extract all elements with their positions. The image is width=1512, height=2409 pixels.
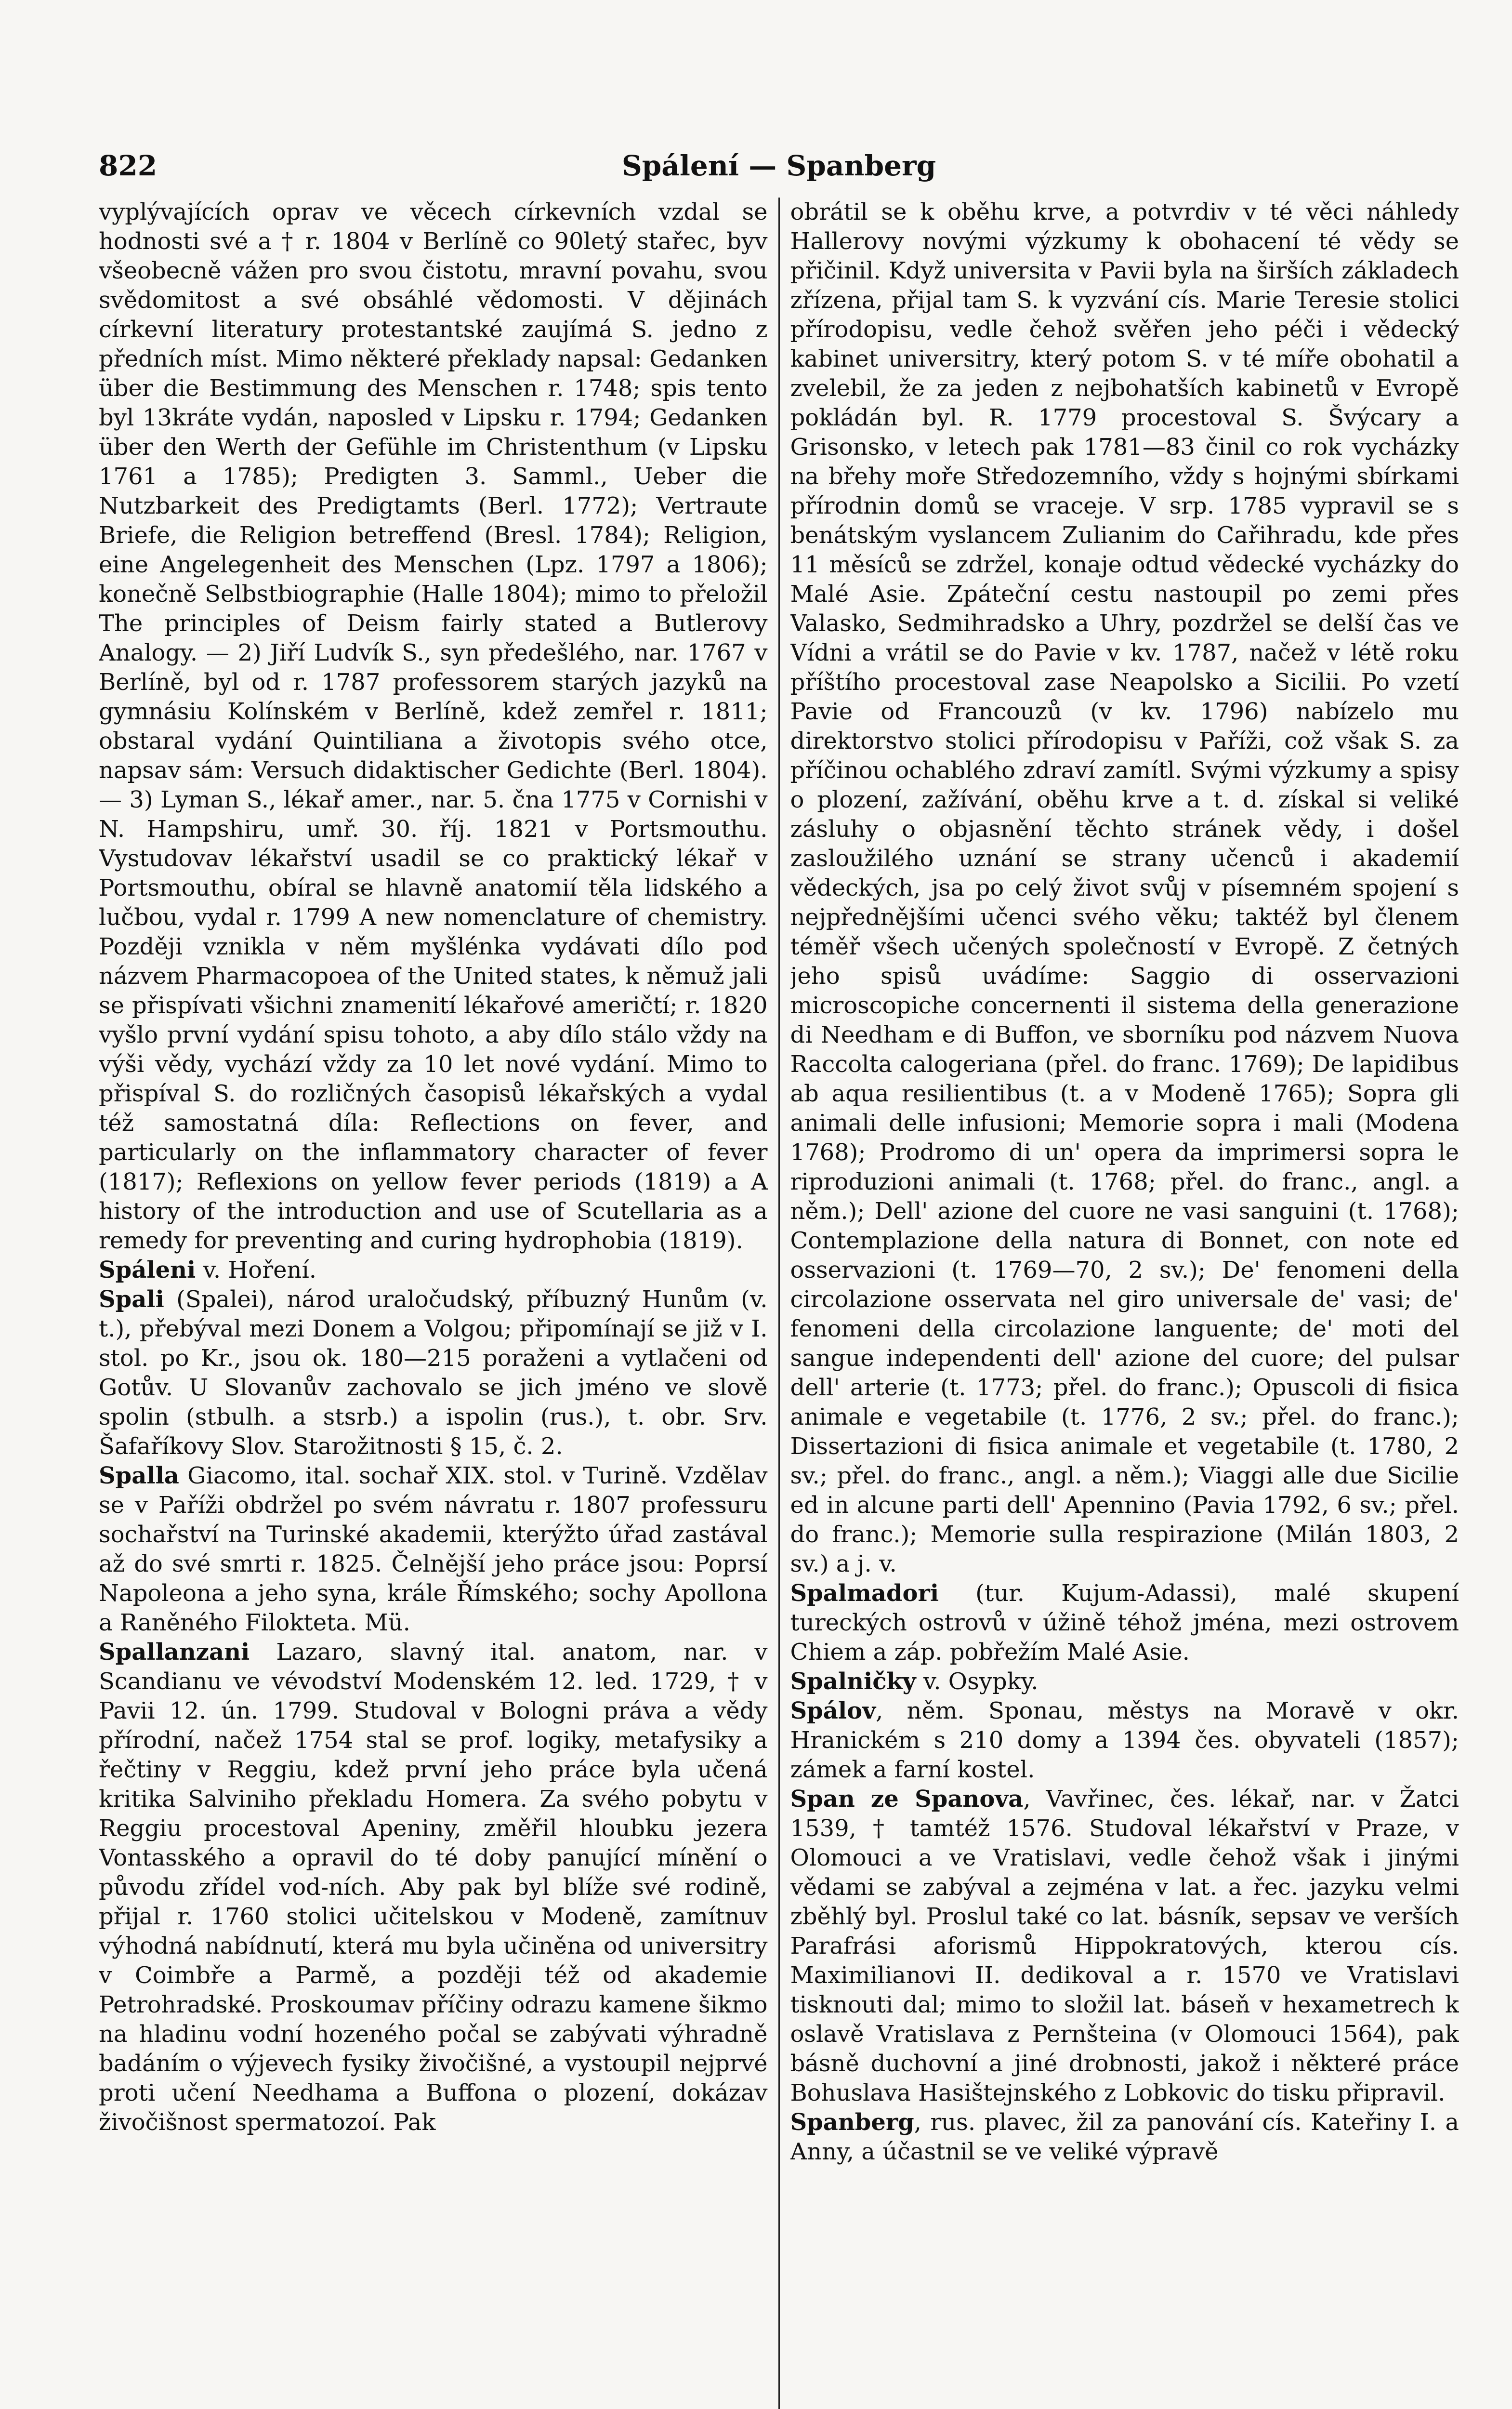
headword: Spalmadori <box>790 1580 939 1607</box>
entry-body: , Vavřinec, čes. lékař, nar. v Žatci 1539, † tamtéž 1576. Studoval lékařství v Praze, v Olomouci a ve Vratislavi, vedle čehož však i jinými vědami se zabýval a zejména v lat. a řec. jazyku velmi zběhlý byl. Proslul také co lat. básník, sepsav ve verších Parafrási aforismů Hippokratových, kterou cís. Maximilianovi II. dedikoval a r. 1570 ve Vratislavi tisknouti dal; mimo to složil lat. báseň v hexametrech k oslavě Vratislava z Pernšteina (v Olomouci 1564), pak básně duchovní a jiné drobnosti, jakož i některé práce Bohuslava Hasištejnského z Lobkovic do tisku připravil. <box>790 1786 1459 2106</box>
continued-entry-text: obrátil se k oběhu krve, a potvrdiv v té věci náhledy Hallerovy novými výzkumy k obohacení té vědy se přičinil. Když universita v Pavii byla na širších základech zřízena, přijal tam S. k vyzvání cís. Marie Teresie stolici přírodopisu, vedle čehož svěřen jeho péči i vědecký kabinet universitry, který potom S. v té míře obohatil a zvelebil, že za jeden z nejbohatších kabinetů v Evropě pokládán byl. R. 1779 procestoval S. Švýcary a Grisonsko, v letech pak 1781—83 činil co rok vycházky na břehy moře Středozemního, vždy s hojnými sbírkami přírodnin domů se vraceje. V srp. 1785 vypravil se s benátským vyslancem Zulianim do Cařihradu, kde přes 11 měsíců se zdržel, konaje odtud vědecké vycházky do Malé Asie. Zpáteční cestu nastoupil po zemi přes Valasko, Sedmihradsko a Uhry, pozdržel se delší čas ve Vídni a vrátil se do Pavie v kv. 1787, načež v létě roku příštího procestoval zase Neapolsko a Sicilii. Po vzetí Pavie od Francouzů (v kv. 1796) nabízelo mu direktorstvo stolici přírodopisu v Paříži, což však S. za příčinou ochablého zdraví zamítl. Svými výzkumy a spisy o plození, zažívání, oběhu krve a t. d. získal si veliké zásluhy o objasnění těchto stránek vědy, i došel zasloužilého uznání se strany učenců i akademií vědeckých, jsa po celý život svůj v písemném spojení s nejpřednějšími učenci svého věku; taktéž byl členem téměř všech učených společností v Evropě. Z četných jeho spisů uvádíme: Saggio di osservazioni microscopiche concernenti il sistema della generazione di Needham e di Buffon, ve sborníku pod názvem Nuova Raccolta calogeriana (přel. do franc. 1769); De lapidibus ab aqua resilientibus (t. a v Modeně 1765); Sopra gli animali delle infusioni; Memorie sopra i mali (Modena 1768); Prodromo di un' opera da imprimersi sopra le riproduzioni animali (t. 1768; přel. do franc., angl. a něm.); Dell' azione del cuore ne vasi sanguini (t. 1768); Contemplazione della natura di Bonnet, con note ed osservazioni (t. 1769—70, 2 sv.); De' fenomeni della circolazione osservata nel giro universale de' vasi; de' fenomeni della circolazione languente; de' moti del sangue independenti dell' azione del cuore; del pulsar dell' arterie (t. 1773; přel. do franc.); Opuscoli di fisica animale e vegetabile (t. 1776, 2 sv.; přel. do franc.); Dissertazioni di fisica animale et vegetabile (t. 1780, 2 sv.; přel. do franc., angl. a něm.); Viaggi alle due Sicilie ed in alcune parti dell' Apennino (Pavia 1792, 6 sv.; přel. do franc.); Memorie sulla respirazione (Milán 1803, 2 sv.) a j. v. <box>790 199 1459 1577</box>
entry-spalov <box>790 1696 1459 1785</box>
continued-entry-text: vyplývajících oprav ve věcech církevních vzdal se hodnosti své a † r. 1804 v Berlíně co 90letý stařec, byv všeobecně vážen pro svou čistotu, mravní povahu, svou svědomitost a své obsáhlé vědomosti. V dějinách církevní literatury protestantské zaujímá S. jedno z předních míst. Mimo některé překlady napsal: Gedanken über die Bestimmung des Menschen r. 1748; spis tento byl 13kráte vydán, naposled v Lipsku r. 1794; Gedanken über den Werth der Gefühle im Christenthum (v Lipsku 1761 a 1785); Predigten 3. Samml., Ueber die Nutzbarkeit des Predigtamts (Berl. 1772); Vertraute Briefe, die Religion betreffend (Bresl. 1784); Religion, eine Angelegenheit des Menschen (Lpz. 1797 a 1806); konečně Selbstbiographie (Halle 1804); mimo to přeložil The principles of Deism fairly stated a Butlerovy Analogy. — 2) Jiří Ludvík S., syn předešlého, nar. 1767 v Berlíně, byl od r. 1787 professorem starých jazyků na gymnásiu Kolínském v Berlíně, kdež zemřel r. 1811; obstaral vydání Quintiliana a životopis svého otce, napsav sám: Versuch didaktischer Gedichte (Berl. 1804). — 3) Lyman S., lékař amer., nar. 5. čna 1775 v Cornishi v N. Hampshiru, umř. 30. říj. 1821 v Portsmouthu. Vystudovav lékařství usadil se co praktický lékař v Portsmouthu, obíral se hlavně anatomií těla lidského a lučbou, vydal r. 1799 A new nomenclature of chemistry. Později vznikla v něm myšlénka vydávati dílo pod názvem Pharmacopoea of the United states, k němuž jali se přispívati všichni znamenití lékařové američtí; r. 1820 vyšlo první vydání spisu tohoto, a aby dílo stálo vždy na výši vědy, vychází vždy za 10 let nové vydání. Mimo to přispíval S. do rozličných časopisů lékařských a vydal též samostatná díla: Reflections on fever, and particularly on the inflammatory character of fever (1817); Reflexions on yellow fever periods (1819) a A history of the introduction and use of Scutellaria as a remedy for preventing and curing hydrophobia (1819). <box>99 199 768 1254</box>
headword: Spali <box>99 1286 164 1313</box>
entry-body: (tur. Kujum-Adassi), malé skupení tureckých ostrovů v úžině téhož jména, mezi ostrovem Chiem a záp. pobřežím Malé Asie. <box>790 1580 1459 1666</box>
entry-span-ze-spanova <box>790 1785 1459 2108</box>
entry-spallanzani <box>99 1638 768 2137</box>
entry-body: , něm. Sponau, městys na Moravě v okr. Hranickém s 210 domy a 1394 čes. obyvateli (1857); zámek a farní kostel. <box>790 1697 1459 1783</box>
headword: Spanberg <box>790 2109 914 2136</box>
left-column <box>99 198 768 2409</box>
headword: Spalla <box>99 1462 179 1489</box>
column-divider <box>778 198 780 2409</box>
entry-spalla <box>99 1461 768 1638</box>
page-header <box>99 120 1459 183</box>
text-columns <box>99 198 1459 2409</box>
entry-spalnicky <box>790 1667 1459 1696</box>
headword: Spallanzani <box>99 1639 250 1666</box>
entry-body: Lazaro, slavný ital. anatom, nar. v Scandianu ve vévodství Modenském 12. led. 1729, † v Pavii 12. ún. 1799. Studoval v Bologni práva a vědy přírodní, načež 1754 stal se prof. logiky, metafysiky a řečtiny v Reggiu, kdež první jeho práce byla učená kritika Salviniho překladu Homera. Za svého pobytu v Reggiu procestoval Apeniny, změřil hloubku jezera Vontasského a opravil do té doby panující mínění o původu zřídel vod-ních. Aby pak byl blíže své rodině, přijal r. 1760 stolici učitelskou v Modeně, zamítnuv výhodná nabídnutí, která mu byla učiněna od universitry v Coimbře a Parmě, a později též od akademie Petrohradské. Proskoumav příčiny odrazu kamene šikmo na hladinu vodní hozeného počal se zabývati výhradně badáním o výjevech fysiky živočišné, a vystoupil nejprvé proti učení Needhama a Buffona o plození, dokázav živočišnost spermatozoí. Pak <box>99 1639 768 2136</box>
entry-body: v. Hoření. <box>196 1257 317 1284</box>
right-column <box>790 198 1459 2409</box>
entry-body: Giacomo, ital. sochař XIX. stol. v Turině. Vzdělav se v Paříži obdržel po svém návratu r. 1807 professuru sochařství na Turinské akademii, kterýžto úřad zastával až do své smrti r. 1825. Čelnější jeho práce jsou: Poprsí Napoleona a jeho syna, krále Římského; sochy Apollona a Raněného Filokteta. Mü. <box>99 1462 768 1636</box>
entry-spali <box>99 1285 768 1461</box>
entry-spalmadori <box>790 1579 1459 1667</box>
headword: Spáleni <box>99 1257 196 1284</box>
headword: Spalničky <box>790 1668 916 1695</box>
page-number: 822 <box>99 149 158 182</box>
entry-body: , rus. plavec, žil za panování cís. Kateřiny I. a Anny, a účastnil se ve veliké výpravě <box>790 2109 1459 2165</box>
entry-body: v. Osypky. <box>916 1668 1039 1695</box>
headword: Spálov <box>790 1697 876 1724</box>
headword: Span ze Spanova <box>790 1786 1024 1813</box>
entry-spanberg <box>790 2108 1459 2167</box>
entry-body: (Spalei), národ uraločudský, příbuzný Hunům (v. t.), přebýval mezi Donem a Volgou; připomínají se již v I. stol. po Kr., jsou ok. 180—215 poraženi a vytlačeni od Gotův. U Slovanův zachovalo se jich jméno ve slově spolin (stbulh. a stsrb.) a ispolin (rus.), t. obr. Srv. Šafaříkovy Slov. Starožitnosti § 15, č. 2. <box>99 1286 768 1460</box>
entry-spaleni <box>99 1256 768 1285</box>
running-title: Spálení — Spanberg <box>621 149 936 182</box>
